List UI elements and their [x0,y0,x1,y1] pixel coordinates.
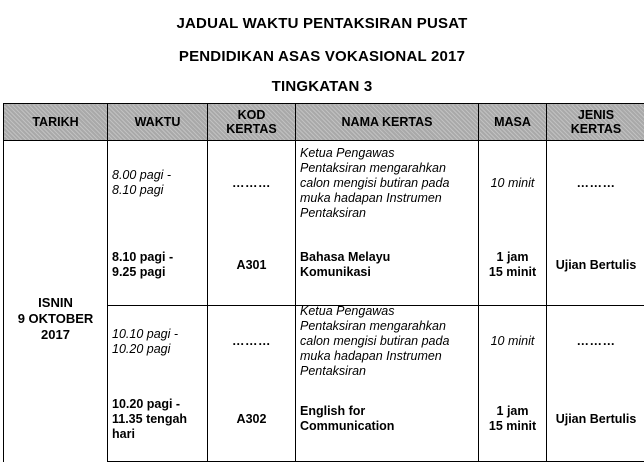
nama-instruction-2: Ketua Pengawas Pentaksiran mengarahkan calon mengisi butiran pada muka hadapan Instrumen Pentaksiran [300,304,450,378]
jenis-instruction-2: ……… [576,334,616,348]
waktu-instruction-2: 10.10 pagi - 10.20 pagi [112,326,179,356]
column-header-nama-kertas: NAMA KERTAS [296,104,479,141]
date-date: 9 OKTOBER [17,311,94,327]
title-line-1: JADUAL WAKTU PENTAKSIRAN PUSAT [176,15,468,32]
masa-paper-2: 1 jam 15 minit [488,404,537,433]
nama-paper-1: Bahasa Melayu Komunikasi [300,250,391,279]
waktu-paper-2: 10.20 pagi - 11.35 tengah hari [112,396,188,441]
date-year: 2017 [41,327,70,343]
title-line-2: PENDIDIKAN ASAS VOKASIONAL 2017 [178,48,466,65]
kod-instruction-2: ……… [232,334,271,348]
waktu-cell-session-2 [108,306,208,462]
column-header-jenis-kertas: JENIS KERTAS [547,104,644,141]
jenis-paper-2: Ujian Bertulis [555,411,637,426]
jenis-cell-session-1 [547,141,644,306]
date-cell [4,141,108,462]
masa-instruction-2: 10 minit [490,334,535,348]
kod-cell-session-2 [208,306,296,462]
nama-cell-session-2 [296,306,479,462]
kod-paper-2: A302 [236,411,267,426]
jenis-paper-1: Ujian Bertulis [555,257,637,272]
masa-cell-session-2 [479,306,547,462]
masa-paper-1: 1 jam 15 minit [488,250,537,279]
table-row [4,141,644,306]
waktu-paper-1: 8.10 pagi - 9.25 pagi [112,250,174,279]
masa-instruction-1: 10 minit [490,175,535,190]
waktu-instruction-1: 8.00 pagi - 8.10 pagi [112,168,172,197]
jenis-instruction-1: ……… [576,175,616,190]
column-header-kod-kertas: KOD KERTAS [208,104,296,141]
nama-paper-2: English for Communication [300,404,395,433]
kod-instruction-1: ……… [232,175,271,190]
column-header-waktu: WAKTU [108,104,208,141]
table-header-row [4,104,644,141]
nama-cell-session-1 [296,141,479,306]
title-line-3: TINGKATAN 3 [271,78,373,95]
masa-cell-session-1 [479,141,547,306]
waktu-cell-session-1 [108,141,208,306]
column-header-masa: MASA [479,104,547,141]
schedule-table [3,103,644,462]
jenis-cell-session-2 [547,306,644,462]
kod-paper-1: A301 [236,257,267,272]
column-header-tarikh: TARIKH [4,104,108,141]
date-day: ISNIN [38,295,73,311]
nama-instruction-1: Ketua Pengawas Pentaksiran mengarahkan calon mengisi butiran pada muka hadapan Instrumen Pentaksiran [300,145,450,220]
kod-cell-session-1 [208,141,296,306]
